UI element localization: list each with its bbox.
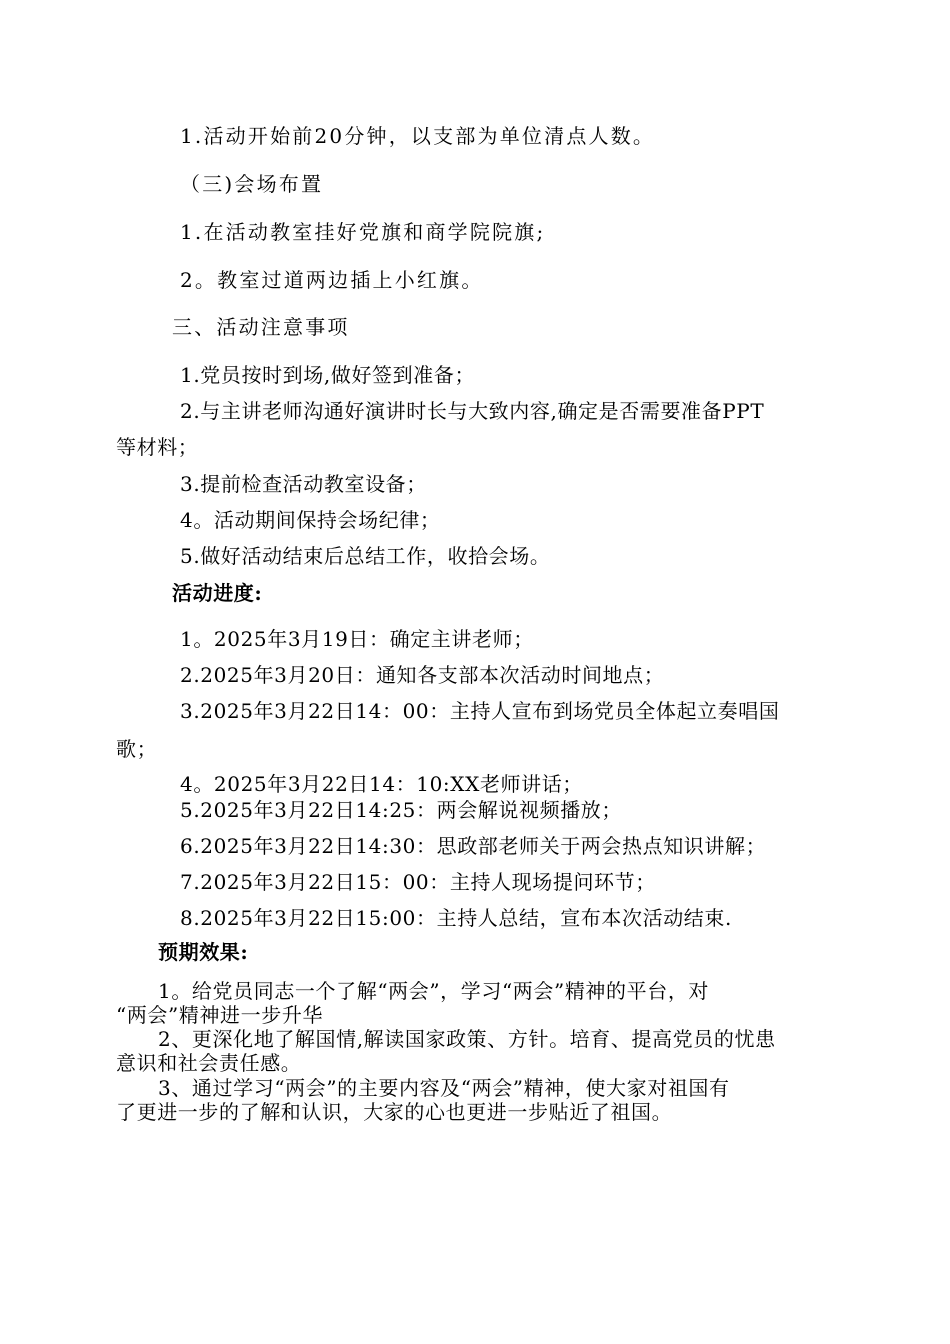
progress-item-7: 7.2025年3月22日15：00：主持人现场提问环节； — [180, 870, 656, 894]
progress-item-2: 2.2025年3月20日：通知各支部本次活动时间地点； — [180, 663, 665, 687]
effects-item-3-line-1: 3、通过学习“两会”的主要内容及“两会”精神，使大家对祖国有 — [158, 1076, 730, 1100]
progress-item-5: 5.2025年3月22日14:25：两会解说视频播放； — [180, 798, 622, 822]
notes-heading: 三、活动注意事项 — [172, 315, 350, 339]
progress-item-3-line-1: 3.2025年3月22日14：00：主持人宣布到场党员全体起立奏唱国 — [180, 699, 780, 723]
progress-item-8: 8.2025年3月22日15:00：主持人总结，宣布本次活动结束. — [180, 906, 732, 930]
venue-item-2: 2。教室过道两边插上小红旗。 — [180, 268, 484, 292]
progress-item-4: 4。2025年3月22日14：10:XX老师讲话； — [180, 772, 583, 796]
effects-item-1-line-1: 1。给党员同志一个了解“两会”，学习“两会”精神的平台，对 — [158, 979, 710, 1003]
progress-heading: 活动进度: — [172, 581, 263, 605]
venue-item-1: 1.在活动教室挂好党旗和商学院院旗; — [180, 220, 546, 244]
notes-item-4: 4。活动期间保持会场纪律； — [180, 508, 441, 532]
effects-heading: 预期效果: — [158, 940, 249, 964]
effects-item-2-line-1: 2、更深化地了解国情,解读国家政策、方针。培育、提高党员的忧患 — [158, 1027, 776, 1051]
progress-item-3-line-2: 歌； — [116, 737, 158, 761]
effects-item-2-line-2: 意识和社会责任感。 — [116, 1051, 302, 1075]
notes-item-1: 1.党员按时到场,做好签到准备； — [180, 363, 476, 387]
progress-item-1: 1。2025年3月19日：确定主讲老师； — [180, 627, 534, 651]
checkin-item-1: 1.活动开始前20分钟，以支部为单位清点人数。 — [180, 124, 656, 148]
notes-item-5: 5.做好活动结束后总结工作，收拾会场。 — [180, 544, 551, 568]
effects-item-3-line-2: 了更进一步的了解和认识，大家的心也更进一步贴近了祖国。 — [116, 1100, 673, 1124]
notes-item-2-line-1: 2.与主讲老师沟通好演讲时长与大致内容,确定是否需要准备PPT — [180, 399, 765, 423]
effects-item-1-line-2: “两会”精神进一步升华 — [116, 1003, 324, 1027]
notes-item-3: 3.提前检查活动教室设备； — [180, 472, 427, 496]
notes-item-2-line-2: 等材料； — [116, 435, 199, 459]
progress-item-6: 6.2025年3月22日14:30：思政部老师关于两会热点知识讲解； — [180, 834, 767, 858]
venue-heading: （三)会场布置 — [180, 172, 324, 196]
